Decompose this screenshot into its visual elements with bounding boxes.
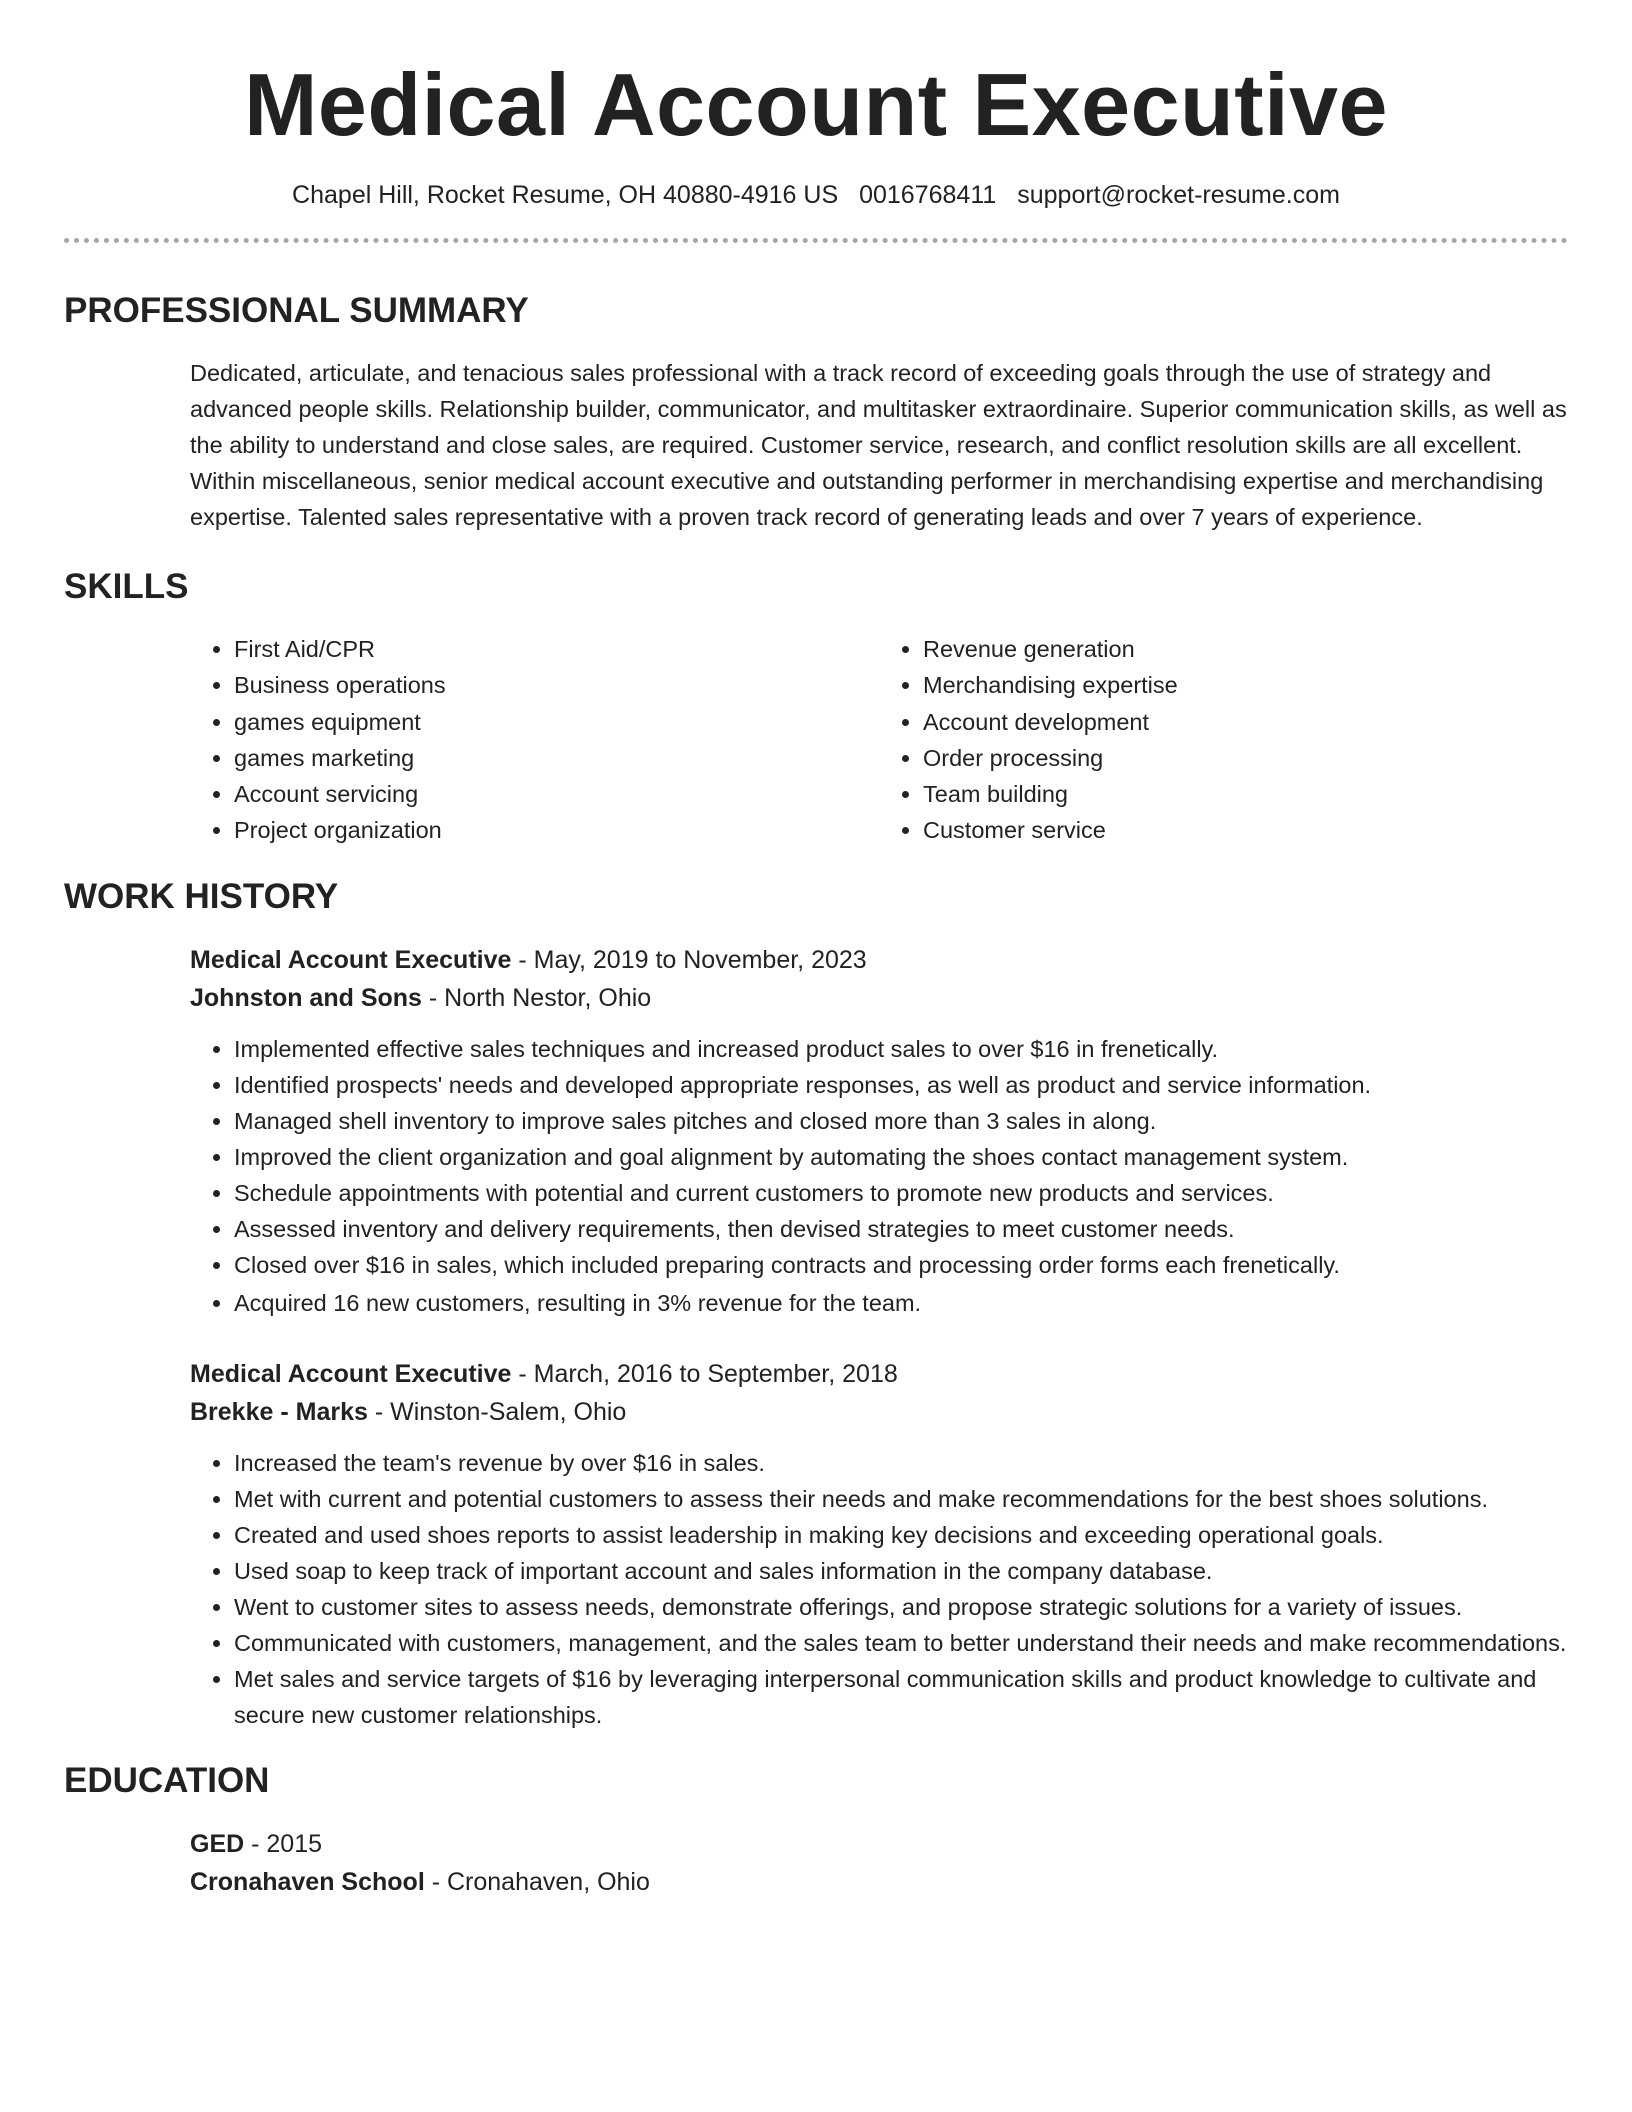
education-degree: GED <box>190 1829 245 1858</box>
skill-item: • Account development <box>923 704 1568 740</box>
skills-column-right <box>879 631 1568 849</box>
job-company: Brekke - Marks <box>190 1397 368 1426</box>
job-bullet: • Acquired 16 new customers, resulting in 3% revenue for the team. <box>234 1285 1568 1321</box>
job-location: - Winston-Salem, Ohio <box>367 1397 627 1426</box>
job-bullet: • Went to customer sites to assess needs, demonstrate offerings, and propose strategic solutions for a variety of issues. <box>234 1589 1568 1625</box>
job-bullets <box>190 1031 1568 1321</box>
contact-line <box>64 178 1568 212</box>
job-bullet: • Communicated with customers, management, and the sales team to better understand their needs and make recommendations. <box>234 1625 1568 1661</box>
skills-list <box>190 631 1568 849</box>
job-title: Medical Account Executive <box>190 1359 512 1388</box>
job-bullets <box>190 1445 1568 1733</box>
job-company-line <box>190 1393 1568 1431</box>
job-bullet: • Managed shell inventory to improve sales pitches and closed more than 3 sales in along. <box>234 1103 1568 1139</box>
job-bullet: • Met with current and potential customers to assess their needs and make recommendations for the best shoes solutions. <box>234 1481 1568 1517</box>
skills-heading: SKILLS <box>64 567 189 606</box>
job-bullet: • Created and used shoes reports to assist leadership in making key decisions and exceeding operational goals. <box>234 1517 1568 1553</box>
job-bullet: • Improved the client organization and goal alignment by automating the shoes contact management system. <box>234 1139 1568 1175</box>
job-entry <box>190 941 1568 1321</box>
skill-item: • First Aid/CPR <box>234 631 879 667</box>
job-title-line <box>190 1355 1568 1393</box>
education-location: - Cronahaven, Ohio <box>424 1867 650 1896</box>
job-company: Johnston and Sons <box>190 983 422 1012</box>
summary-heading: PROFESSIONAL SUMMARY <box>64 291 529 330</box>
job-bullet: • Increased the team's revenue by over $16 in sales. <box>234 1445 1568 1481</box>
skill-item: • Team building <box>923 776 1568 812</box>
skill-item: • Customer service <box>923 812 1568 848</box>
education-entry <box>190 1825 1568 1901</box>
education-year: - 2015 <box>244 1829 323 1858</box>
job-entry <box>190 1355 1568 1733</box>
work-history-heading: WORK HISTORY <box>64 876 339 916</box>
job-company-line <box>190 979 1568 1017</box>
education-degree-line <box>190 1825 1568 1863</box>
skill-item: • Business operations <box>234 667 879 703</box>
skill-item: • Project organization <box>234 812 879 848</box>
job-location: - North Nestor, Ohio <box>421 983 652 1012</box>
skill-item: • games equipment <box>234 704 879 740</box>
job-dates: - May, 2019 to November, 2023 <box>511 945 867 974</box>
job-bullet: • Assessed inventory and delivery requirements, then devised strategies to meet customer needs. <box>234 1211 1568 1247</box>
skill-item: • games marketing <box>234 740 879 776</box>
education-school: Cronahaven School <box>190 1867 425 1896</box>
resume-name: Medical Account Executive <box>244 55 1388 154</box>
skills-column-left <box>190 631 879 849</box>
job-title-line <box>190 941 1568 979</box>
summary-text: Dedicated, articulate, and tenacious sales professional with a track record of exceeding goals through the use of strategy and advanced people skills. Relationship builder, communicator, and multitasker extraordinaire. Superior communication skills, as well as the ability to understand and close sales, are required. Customer service, research, and conflict resolution skills are all excellent. Within miscellaneous, senior medical account executive and outstanding performer in merchandising expertise and merchandising expertise. Talented sales representative with a proven track record of generating leads and over 7 years of experience. <box>190 360 1567 530</box>
contact-email: support@rocket-resume.com <box>1017 181 1340 209</box>
job-bullet: • Identified prospects' needs and developed appropriate responses, as well as product and service information. <box>234 1067 1568 1103</box>
job-dates: - March, 2016 to September, 2018 <box>511 1359 898 1388</box>
job-bullet: • Schedule appointments with potential and current customers to promote new products and services. <box>234 1175 1568 1211</box>
job-bullet: • Used soap to keep track of important account and sales information in the company database. <box>234 1553 1568 1589</box>
skill-item: • Merchandising expertise <box>923 667 1568 703</box>
contact-address: Chapel Hill, Rocket Resume, OH 40880-4916 US <box>292 181 839 209</box>
skill-item: • Revenue generation <box>923 631 1568 667</box>
job-bullet: • Met sales and service targets of $16 by leveraging interpersonal communication skills and product knowledge to cultivate and secure new customer relationships. <box>234 1661 1568 1733</box>
job-bullet: • Implemented effective sales techniques and increased product sales to over $16 in frenetically. <box>234 1031 1568 1067</box>
education-school-line <box>190 1863 1568 1901</box>
job-bullet: • Closed over $16 in sales, which included preparing contracts and processing order forms each frenetically. <box>234 1247 1568 1283</box>
skill-item: • Order processing <box>923 740 1568 776</box>
contact-phone: 0016768411 <box>859 181 997 209</box>
education-heading: EDUCATION <box>64 1760 270 1800</box>
skill-item: • Account servicing <box>234 776 879 812</box>
job-title: Medical Account Executive <box>190 945 512 974</box>
header-divider <box>64 238 1568 243</box>
